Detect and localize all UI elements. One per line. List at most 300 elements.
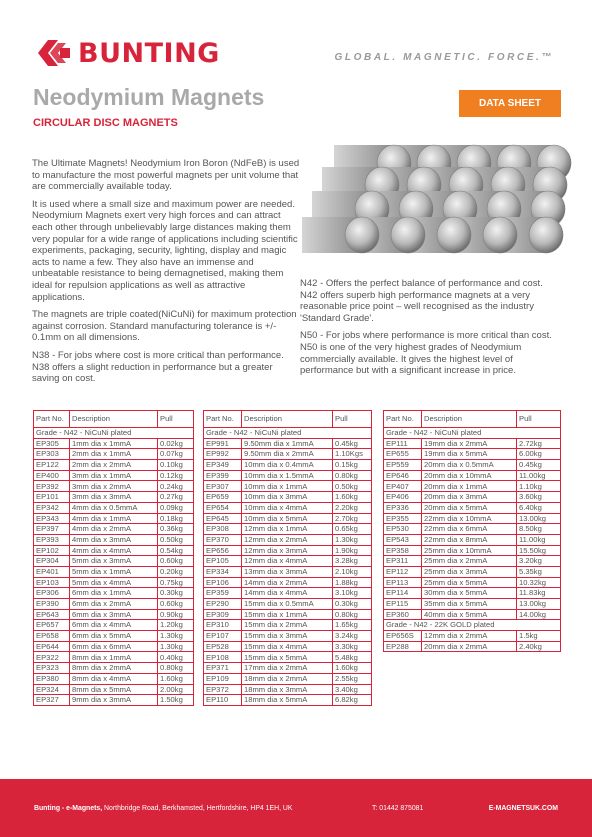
part-no-cell: EP309	[204, 609, 242, 620]
table-row	[384, 631, 561, 642]
table-row	[384, 641, 561, 652]
part-no-cell: EP324	[34, 684, 70, 695]
pull-cell: 5.48kg	[333, 652, 372, 663]
footer-address	[34, 805, 292, 812]
description-cell: 15mm dia x 2mmA	[242, 620, 333, 631]
description-cell: 15mm dia x 5mmA	[242, 652, 333, 663]
header-part-no: Part No.	[384, 411, 422, 428]
part-no-cell: EP656S	[384, 631, 422, 642]
intro-text-right	[300, 278, 562, 383]
paragraph: N50 - For jobs where performance is more critical than cost. N50 is one of the very highest grades of Neodymium commercially available. It gives the highest level of performance but with a significant increase in price.	[300, 330, 552, 377]
part-no-cell: EP334	[204, 566, 242, 577]
description-cell: 25mm dia x 2mmA	[422, 556, 517, 567]
description-cell: 6mm dia x 6mmA	[70, 641, 158, 652]
magnets-table-2	[203, 410, 372, 706]
pull-cell: 1.5kg	[517, 631, 561, 642]
table-row	[34, 524, 194, 535]
table-row	[204, 663, 372, 674]
footer-website-link[interactable]: E-MAGNETSUK.COM	[488, 805, 558, 812]
paragraph: N38 - For jobs where cost is more critical than performance. N38 offers a slight reduction in performance but a greater saving on cost.	[32, 349, 284, 385]
table-row	[34, 663, 194, 674]
part-no-cell: EP392	[34, 481, 70, 492]
description-cell: 9mm dia x 3mmA	[70, 695, 158, 706]
description-cell: 5mm dia x 3mmA	[70, 556, 158, 567]
pull-cell: 1.30kg	[333, 534, 372, 545]
table-row	[204, 534, 372, 545]
header-part-no: Part No.	[34, 411, 70, 428]
pull-cell: 0.50kg	[333, 481, 372, 492]
description-cell: 12mm dia x 3mmA	[242, 545, 333, 556]
pull-cell: 1.10kg	[517, 481, 561, 492]
grade-row	[384, 620, 561, 631]
pull-cell: 0.24kg	[158, 481, 194, 492]
part-no-cell: EP400	[34, 470, 70, 481]
magnets-table-1	[33, 410, 194, 706]
table-row	[204, 577, 372, 588]
pull-cell: 0.54kg	[158, 545, 194, 556]
part-no-cell: EP658	[34, 631, 70, 642]
pull-cell: 2.70kg	[333, 513, 372, 524]
description-cell: 5mm dia x 1mmA	[70, 566, 158, 577]
grade-label: Grade - N42 - 22K GOLD plated	[384, 620, 561, 631]
data-sheet-badge: DATA SHEET	[459, 90, 561, 117]
part-no-cell: EP407	[384, 481, 422, 492]
intro-text-left	[32, 158, 300, 391]
part-no-cell: EP343	[34, 513, 70, 524]
description-cell: 20mm dia x 5mmA	[422, 502, 517, 513]
description-cell: 10mm dia x 1mmA	[242, 481, 333, 492]
part-no-cell: EP288	[384, 641, 422, 652]
description-cell: 22mm dia x 8mmA	[422, 534, 517, 545]
grade-row	[384, 428, 561, 439]
table-row	[204, 631, 372, 642]
header-description: Description	[70, 411, 158, 428]
part-no-cell: EP307	[204, 481, 242, 492]
pull-cell: 0.40kg	[158, 652, 194, 663]
paragraph: It is used where a small size and maximum power are needed. Neodymium Magnets exert very high forces and can attract each other through unbelievably large distances making them very popular for a wide range of applications including scientific experiments, packaging, security, lighting, display and magic acts to name a few. They also have an immense and unbeatable resistance to being demagnetised, making them ideal for repulsion applications as well as attractive applications.	[32, 198, 298, 303]
description-cell: 10mm dia x 1.5mmA	[242, 470, 333, 481]
part-no-cell: EP528	[204, 641, 242, 652]
table-row	[204, 449, 372, 460]
description-cell: 19mm dia x 2mmA	[422, 438, 517, 449]
part-no-cell: EP372	[204, 684, 242, 695]
magnet-disc-face	[529, 217, 563, 253]
part-no-cell: EP105	[204, 556, 242, 567]
description-cell: 20mm dia x 0.5mmA	[422, 460, 517, 471]
description-cell: 12mm dia x 1mmA	[242, 524, 333, 535]
description-cell: 22mm dia x 10mmA	[422, 513, 517, 524]
part-no-cell: EP530	[384, 524, 422, 535]
table-header-row	[204, 411, 372, 428]
description-cell: 18mm dia x 2mmA	[242, 673, 333, 684]
table-row	[34, 556, 194, 567]
brand-tagline: GLOBAL. MAGNETIC. FORCE.™	[334, 52, 554, 63]
description-cell: 40mm dia x 5mmA	[422, 609, 517, 620]
part-no-cell: EP107	[204, 631, 242, 642]
description-cell: 10mm dia x 4mmA	[242, 502, 333, 513]
pull-cell: 11.00kg	[517, 534, 561, 545]
part-no-cell: EP659	[204, 492, 242, 503]
pull-cell: 6.40kg	[517, 502, 561, 513]
table-row	[384, 609, 561, 620]
description-cell: 20mm dia x 1mmA	[422, 481, 517, 492]
table-row	[384, 502, 561, 513]
description-cell: 3mm dia x 2mmA	[70, 481, 158, 492]
pull-cell: 3.28kg	[333, 556, 372, 567]
header-pull: Pull	[158, 411, 194, 428]
grade-label: Grade - N42 - NiCuNi plated	[204, 428, 372, 439]
magnet-disc-face	[391, 217, 425, 253]
description-cell: 20mm dia x 3mmA	[422, 492, 517, 503]
pull-cell: 0.30kg	[158, 588, 194, 599]
description-cell: 14mm dia x 4mmA	[242, 588, 333, 599]
part-no-cell: EP101	[34, 492, 70, 503]
table-row	[34, 481, 194, 492]
pull-cell: 2.72kg	[517, 438, 561, 449]
table-row	[384, 460, 561, 471]
part-no-cell: EP646	[384, 470, 422, 481]
magnet-disc-face	[437, 217, 471, 253]
description-cell: 14mm dia x 2mmA	[242, 577, 333, 588]
part-no-cell: EP655	[384, 449, 422, 460]
table-row	[34, 684, 194, 695]
table-row	[204, 673, 372, 684]
pull-cell: 1.20kg	[158, 620, 194, 631]
pull-cell: 2.00kg	[158, 684, 194, 695]
description-cell: 6mm dia x 2mmA	[70, 599, 158, 610]
table-header-row	[384, 411, 561, 428]
table-row	[384, 599, 561, 610]
pull-cell: 2.40kg	[517, 641, 561, 652]
part-no-cell: EP303	[34, 449, 70, 460]
magnet-disc-face	[483, 217, 517, 253]
pull-cell: 0.09kg	[158, 502, 194, 513]
pull-cell: 10.32kg	[517, 577, 561, 588]
part-no-cell: EP358	[384, 545, 422, 556]
description-cell: 2mm dia x 2mmA	[70, 460, 158, 471]
part-no-cell: EP322	[34, 652, 70, 663]
part-no-cell: EP308	[204, 524, 242, 535]
part-no-cell: EP108	[204, 652, 242, 663]
description-cell: 30mm dia x 5mmA	[422, 588, 517, 599]
table-row	[34, 470, 194, 481]
pull-cell: 0.07kg	[158, 449, 194, 460]
table-row	[384, 449, 561, 460]
description-cell: 13mm dia x 3mmA	[242, 566, 333, 577]
description-cell: 4mm dia x 0.5mmA	[70, 502, 158, 513]
description-cell: 6mm dia x 1mmA	[70, 588, 158, 599]
pull-cell: 6.82kg	[333, 695, 372, 706]
description-cell: 9.50mm dia x 1mmA	[242, 438, 333, 449]
table-row	[204, 502, 372, 513]
pull-cell: 3.30kg	[333, 641, 372, 652]
table-row	[384, 577, 561, 588]
header-description: Description	[242, 411, 333, 428]
pull-cell: 0.02kg	[158, 438, 194, 449]
pull-cell: 0.60kg	[158, 556, 194, 567]
table-row	[34, 534, 194, 545]
pull-cell: 0.80kg	[158, 663, 194, 674]
pull-cell: 1.60kg	[333, 492, 372, 503]
pull-cell: 0.27kg	[158, 492, 194, 503]
part-no-cell: EP360	[384, 609, 422, 620]
table-row	[204, 641, 372, 652]
description-cell: 15mm dia x 1mmA	[242, 609, 333, 620]
table-row	[34, 599, 194, 610]
pull-cell: 0.45kg	[517, 460, 561, 471]
part-no-cell: EP113	[384, 577, 422, 588]
part-no-cell: EP654	[204, 502, 242, 513]
part-no-cell: EP371	[204, 663, 242, 674]
header-pull: Pull	[333, 411, 372, 428]
footer-phone[interactable]: T: 01442 875081	[372, 805, 424, 812]
header-pull: Pull	[517, 411, 561, 428]
part-no-cell: EP103	[34, 577, 70, 588]
table-row	[204, 438, 372, 449]
description-cell: 8mm dia x 4mmA	[70, 673, 158, 684]
pull-cell: 2.10kg	[333, 566, 372, 577]
table-row	[204, 620, 372, 631]
table-row	[204, 695, 372, 706]
description-cell: 6mm dia x 3mmA	[70, 609, 158, 620]
table-row	[204, 524, 372, 535]
pull-cell: 0.18kg	[158, 513, 194, 524]
description-cell: 1mm dia x 1mmA	[70, 438, 158, 449]
description-cell: 2mm dia x 1mmA	[70, 449, 158, 460]
part-no-cell: EP359	[204, 588, 242, 599]
pull-cell: 13.00kg	[517, 599, 561, 610]
pull-cell: 3.60kg	[517, 492, 561, 503]
description-cell: 4mm dia x 3mmA	[70, 534, 158, 545]
table-row	[34, 652, 194, 663]
table-row	[204, 492, 372, 503]
description-cell: 20mm dia x 10mmA	[422, 470, 517, 481]
part-no-cell: EP992	[204, 449, 242, 460]
table-row	[34, 695, 194, 706]
table-row	[204, 609, 372, 620]
pull-cell: 0.45kg	[333, 438, 372, 449]
part-no-cell: EP559	[384, 460, 422, 471]
paragraph: N42 - Offers the perfect balance of performance and cost. N42 offers superb high performance magnets at a very reasonable price point – well recognised as the industry 'Standard Grade'.	[300, 278, 543, 324]
table-row	[384, 492, 561, 503]
pull-cell: 14.00kg	[517, 609, 561, 620]
table-row	[204, 566, 372, 577]
table-row	[384, 556, 561, 567]
table-row	[34, 513, 194, 524]
part-no-cell: EP109	[204, 673, 242, 684]
description-cell: 10mm dia x 5mmA	[242, 513, 333, 524]
description-cell: 20mm dia x 2mmA	[422, 641, 517, 652]
grade-label: Grade - N42 - NiCuNi plated	[384, 428, 561, 439]
paragraph: The magnets are triple coated(NiCuNi) for maximum protection against corrosion. Standard manufacturing tolerance is +/- 0.1mm on all dimensions.	[32, 309, 297, 344]
part-no-cell: EP122	[34, 460, 70, 471]
description-cell: 3mm dia x 3mmA	[70, 492, 158, 503]
pull-cell: 1.30kg	[158, 631, 194, 642]
table-row	[204, 599, 372, 610]
description-cell: 3mm dia x 1mmA	[70, 470, 158, 481]
description-cell: 6mm dia x 5mmA	[70, 631, 158, 642]
pull-cell: 3.10kg	[333, 588, 372, 599]
part-no-cell: EP644	[34, 641, 70, 652]
part-no-cell: EP543	[384, 534, 422, 545]
table-row	[204, 588, 372, 599]
pull-cell: 3.40kg	[333, 684, 372, 695]
part-no-cell: EP112	[384, 566, 422, 577]
table-row	[204, 481, 372, 492]
pull-cell: 0.80kg	[333, 470, 372, 481]
pull-cell: 1.50kg	[158, 695, 194, 706]
pull-cell: 5.35kg	[517, 566, 561, 577]
pull-cell: 0.65kg	[333, 524, 372, 535]
description-cell: 9.50mm dia x 2mmA	[242, 449, 333, 460]
table-row	[384, 524, 561, 535]
description-cell: 4mm dia x 1mmA	[70, 513, 158, 524]
part-no-cell: EP305	[34, 438, 70, 449]
part-no-cell: EP406	[384, 492, 422, 503]
magnets-photo	[292, 121, 572, 273]
description-cell: 12mm dia x 2mmA	[242, 534, 333, 545]
table-row	[384, 534, 561, 545]
pull-cell: 0.60kg	[158, 599, 194, 610]
part-no-cell: EP336	[384, 502, 422, 513]
footer-company: Bunting - e-Magnets,	[34, 805, 103, 812]
table-row	[384, 470, 561, 481]
pull-cell: 1.60kg	[333, 663, 372, 674]
table-row	[384, 566, 561, 577]
table-row	[204, 513, 372, 524]
description-cell: 19mm dia x 5mmA	[422, 449, 517, 460]
part-no-cell: EP290	[204, 599, 242, 610]
pull-cell: 0.15kg	[333, 460, 372, 471]
part-no-cell: EP310	[204, 620, 242, 631]
pull-cell: 11.00kg	[517, 470, 561, 481]
pull-cell: 0.75kg	[158, 577, 194, 588]
pull-cell: 1.90kg	[333, 545, 372, 556]
table-row	[384, 438, 561, 449]
pull-cell: 1.65kg	[333, 620, 372, 631]
bunting-logo-icon	[34, 36, 72, 70]
part-no-cell: EP304	[34, 556, 70, 567]
pull-cell: 3.24kg	[333, 631, 372, 642]
pull-cell: 15.50kg	[517, 545, 561, 556]
table-row	[34, 609, 194, 620]
part-no-cell: EP106	[204, 577, 242, 588]
grade-label: Grade - N42 - NiCuNi plated	[34, 428, 194, 439]
table-row	[384, 588, 561, 599]
table-row	[204, 470, 372, 481]
header-part-no: Part No.	[204, 411, 242, 428]
pull-cell: 8.50kg	[517, 524, 561, 535]
part-no-cell: EP115	[384, 599, 422, 610]
table-row	[34, 438, 194, 449]
part-no-cell: EP355	[384, 513, 422, 524]
part-no-cell: EP390	[34, 599, 70, 610]
description-cell: 25mm dia x 5mmA	[422, 577, 517, 588]
description-cell: 18mm dia x 3mmA	[242, 684, 333, 695]
description-cell: 10mm dia x 0.4mmA	[242, 460, 333, 471]
pull-cell: 0.20kg	[158, 566, 194, 577]
part-no-cell: EP349	[204, 460, 242, 471]
pull-cell: 1.60kg	[158, 673, 194, 684]
part-no-cell: EP306	[34, 588, 70, 599]
part-no-cell: EP643	[34, 609, 70, 620]
footer	[0, 779, 592, 837]
pull-cell: 0.50kg	[158, 534, 194, 545]
table-row	[34, 502, 194, 513]
part-no-cell: EP657	[34, 620, 70, 631]
header-description: Description	[422, 411, 517, 428]
description-cell: 25mm dia x 10mmA	[422, 545, 517, 556]
bunting-logo[interactable]	[34, 36, 220, 70]
description-cell: 4mm dia x 2mmA	[70, 524, 158, 535]
pull-cell: 1.10Kgs	[333, 449, 372, 460]
description-cell: 12mm dia x 2mmA	[422, 631, 517, 642]
pull-cell: 0.10kg	[158, 460, 194, 471]
part-no-cell: EP102	[34, 545, 70, 556]
table-row	[384, 481, 561, 492]
table-row	[34, 460, 194, 471]
table-row	[384, 513, 561, 524]
brand-name: BUNTING	[78, 37, 220, 69]
description-cell: 25mm dia x 3mmA	[422, 566, 517, 577]
part-no-cell: EP645	[204, 513, 242, 524]
description-cell: 6mm dia x 4mmA	[70, 620, 158, 631]
part-no-cell: EP401	[34, 566, 70, 577]
page-subtitle: CIRCULAR DISC MAGNETS	[33, 117, 178, 129]
pull-cell: 0.30kg	[333, 599, 372, 610]
part-no-cell: EP370	[204, 534, 242, 545]
pull-cell: 2.20kg	[333, 502, 372, 513]
table-row	[34, 577, 194, 588]
pull-cell: 13.00kg	[517, 513, 561, 524]
table-row	[204, 556, 372, 567]
table-row	[204, 652, 372, 663]
page-title: Neodymium Magnets	[33, 84, 265, 110]
table-header-row	[34, 411, 194, 428]
pull-cell: 11.83kg	[517, 588, 561, 599]
description-cell: 15mm dia x 0.5mmA	[242, 599, 333, 610]
footer-street: Northbridge Road, Berkhamsted, Hertfordshire, HP4 1EH, UK	[102, 805, 293, 812]
pull-cell: 0.90kg	[158, 609, 194, 620]
part-no-cell: EP323	[34, 663, 70, 674]
magnets-table-3	[383, 410, 561, 652]
part-no-cell: EP114	[384, 588, 422, 599]
table-row	[34, 620, 194, 631]
magnet-disc-face	[345, 217, 379, 253]
pull-cell: 3.20kg	[517, 556, 561, 567]
description-cell: 15mm dia x 3mmA	[242, 631, 333, 642]
paragraph: The Ultimate Magnets! Neodymium Iron Boron (NdFeB) is used to manufacture the most powerful magnets per unit volume that are commercially available today.	[32, 158, 300, 193]
part-no-cell: EP110	[204, 695, 242, 706]
part-no-cell: EP311	[384, 556, 422, 567]
table-row	[34, 631, 194, 642]
part-no-cell: EP327	[34, 695, 70, 706]
grade-row	[204, 428, 372, 439]
pull-cell: 6.00kg	[517, 449, 561, 460]
part-no-cell: EP399	[204, 470, 242, 481]
part-no-cell: EP393	[34, 534, 70, 545]
description-cell: 8mm dia x 5mmA	[70, 684, 158, 695]
description-cell: 15mm dia x 4mmA	[242, 641, 333, 652]
description-cell: 22mm dia x 6mmA	[422, 524, 517, 535]
description-cell: 18mm dia x 5mmA	[242, 695, 333, 706]
part-no-cell: EP111	[384, 438, 422, 449]
table-row	[34, 641, 194, 652]
description-cell: 17mm dia x 2mmA	[242, 663, 333, 674]
pull-cell: 1.30kg	[158, 641, 194, 652]
description-cell: 12mm dia x 4mmA	[242, 556, 333, 567]
table-row	[204, 684, 372, 695]
